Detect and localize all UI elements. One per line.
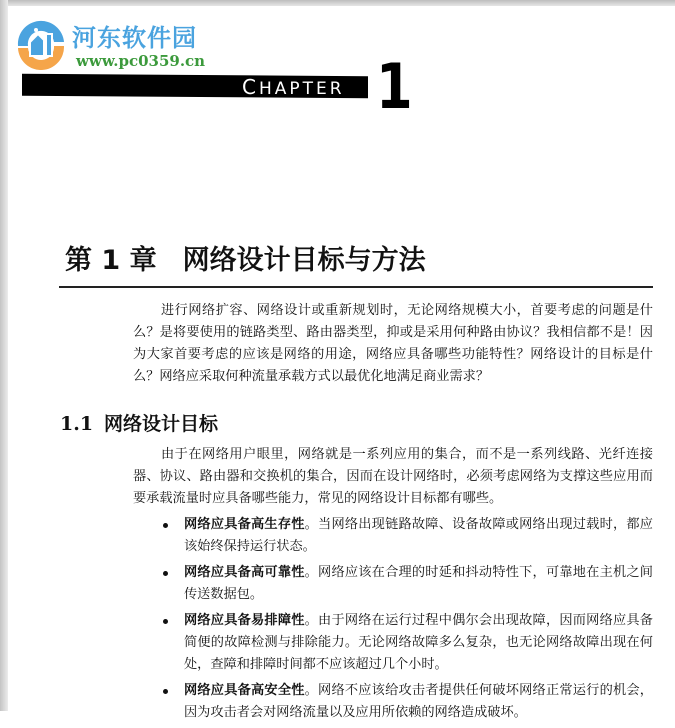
watermark-site-name: 河东软件园 (72, 24, 197, 52)
chapter-divider (59, 286, 653, 288)
section-number: 1.1 (60, 413, 94, 435)
chapter-number: 1 (376, 50, 413, 123)
list-item-term: 网络应具备高可靠性 (184, 565, 305, 580)
chapter-banner-label (242, 76, 345, 100)
list-item-text: 。网络不应该给攻击者提供任何破坏网络正常运行的机会，因为攻击者会对网络流量以及应用所依赖的网络造成破坏。 (184, 683, 653, 720)
watermark-url: www.pc0359.cn (76, 52, 206, 70)
bullet-icon (163, 571, 168, 576)
list-item (163, 610, 653, 676)
site-logo-icon (14, 16, 68, 70)
chapter-banner-rest: HAPTER (258, 79, 345, 99)
section-title (60, 409, 218, 436)
section-title-text: 网络设计目标 (104, 413, 219, 435)
list-item (163, 562, 653, 606)
viewer-left-border (0, 0, 8, 711)
list-item (163, 514, 653, 558)
bullet-icon (163, 689, 168, 694)
intro-paragraph: 进行网络扩容、网络设计或重新规划时，无论网络规模大小，首要考虑的问题是什么？是将要使用的链路类型、路由器类型，抑或是采用何种路由协议？我相信都不是！因为大家首要考虑的应该是网络的用途，网络应具备哪些功能特性？网络设计的目标是什么？网络应采取何种流量承载方式以最优化地满足商业需求？ (133, 303, 653, 384)
section-body-paragraph: 由于在网络用户眼里，网络就是一系列应用的集合，而不是一系列线路、光纤连接器、协议、路由器和交换机的集合，因而在设计网络时，必须考虑网络为支撑这些应用而要承载流量时应具备哪些能力，常见的网络设计目标都有哪些。 (133, 447, 653, 506)
bullet-icon (163, 523, 168, 528)
document-page[interactable] (8, 6, 675, 720)
chapter-title (65, 238, 426, 277)
list-item-text: 。由于网络在运行过程中偶尔会出现故障，因而网络应具备简便的故障检测与排除能力。无论网络故障多么复杂，也无论网络故障出现在何处，查障和排障时间都不应该超过几个小时。 (184, 613, 653, 672)
design-goals-list (163, 514, 653, 728)
list-item-text: 。网络应该在合理的时延和抖动特性下，可靠地在主机之间传送数据包。 (184, 565, 653, 602)
list-item-text: 。当网络出现链路故障、设备故障或网络出现过载时，都应该始终保持运行状态。 (184, 517, 653, 554)
chapter-title-prefix: 第 1 章 (65, 245, 157, 276)
list-item-term: 网络应具备高生存性 (184, 517, 305, 532)
bullet-icon (163, 619, 168, 624)
chapter-title-text: 网络设计目标与方法 (182, 245, 426, 276)
chapter-banner-cap: C (242, 75, 259, 99)
list-item (163, 680, 653, 724)
list-item-term: 网络应具备高安全性 (184, 683, 305, 698)
list-item-term: 网络应具备易排障性 (184, 613, 305, 628)
